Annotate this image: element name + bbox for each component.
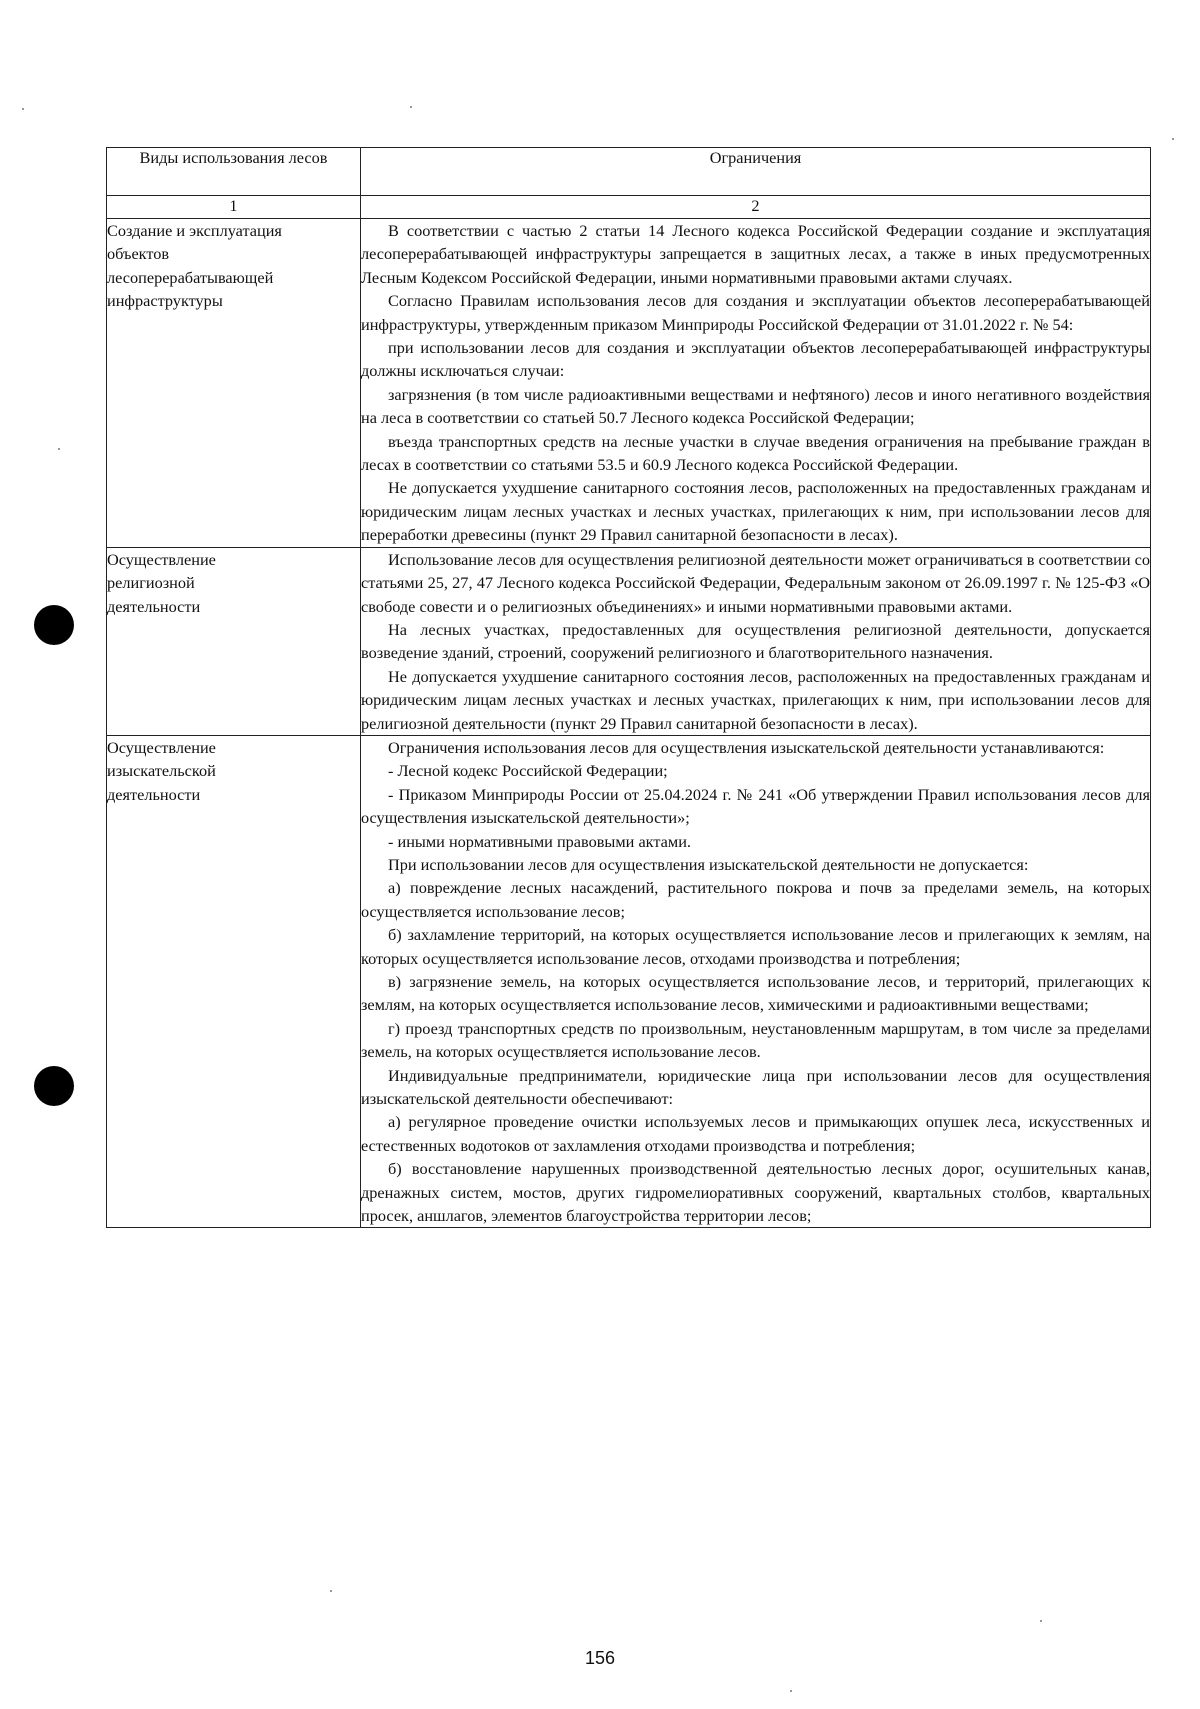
forest-use-type-cell bbox=[107, 735, 361, 1228]
restrictions-cell bbox=[361, 219, 1151, 548]
forest-use-type-line: Осуществление bbox=[107, 549, 216, 569]
restrictions-cell bbox=[361, 735, 1151, 1228]
forest-use-type-line: лесоперерабатывающей bbox=[107, 267, 274, 287]
restriction-paragraph: Не допускается ухудшение санитарного состояния лесов, расположенных на предоставленных гражданам и юридическим лицам лесных участках и лесных участках, прилегающих к ним, при использовании лесов для религиозной деятельности (пункт 29 Правил санитарной безопасности в лесах). bbox=[361, 666, 1150, 733]
table-row bbox=[107, 219, 1151, 548]
restriction-list-item: - Приказом Минприроды России от 25.04.2024 г. № 241 «Об утверждении Правил использования лесов для осуществления изыскательской деятельности»; bbox=[361, 784, 1150, 828]
table-row bbox=[107, 547, 1151, 735]
forest-use-type-line: деятельности bbox=[107, 784, 201, 804]
column-number-row bbox=[107, 196, 1151, 219]
forest-use-type-line: деятельности bbox=[107, 596, 201, 616]
forest-use-type-line: религиозной bbox=[107, 573, 195, 593]
scan-speck bbox=[790, 1690, 792, 1692]
restriction-paragraph: Согласно Правилам использования лесов для создания и эксплуатации объектов лесоперерабатывающей инфраструктуры, утвержденным приказом Минприроды Российской Федерации от 31.01.2022 г. № 54: bbox=[361, 291, 1150, 334]
restriction-list-item: г) проезд транспортных средств по произвольным, неустановленным маршрутам, в том числе за пределами земель, на которых осуществляется использование лесов. bbox=[361, 1018, 1150, 1062]
restriction-paragraph: Использование лесов для осуществления религиозной деятельности может ограничиваться в соответствии со статьями 25, 27, 47 Лесного кодекса Российской Федерации, Федеральным законом от 26.09.1997 г. № 125-ФЗ «О свободе совести и о религиозных объединениях» и иными нормативными правовыми актами. bbox=[361, 549, 1150, 616]
restriction-list-item: а) регулярное проведение очистки используемых лесов и примыкающих опушек леса, искусственных и естественных водотоков от захламления отходами производства и потребления; bbox=[361, 1112, 1150, 1155]
restrictions-cell bbox=[361, 547, 1151, 735]
restriction-paragraph: въезда транспортных средств на лесные участки в случае введения ограничения на пребывание граждан в лесах в соответствии со статьями 53.5 и 60.9 Лесного кодекса Российской Федерации. bbox=[361, 431, 1150, 475]
punch-hole-upper bbox=[34, 605, 74, 645]
restriction-list-item: в) загрязнение земель, на которых осуществляется использование лесов, и территорий, прилегающих к землям, на которых осуществляется использование лесов, химическими и радиоактивными веществами; bbox=[361, 972, 1150, 1015]
scan-speck bbox=[410, 106, 412, 108]
forest-use-type-cell bbox=[107, 219, 361, 548]
scan-speck bbox=[1172, 138, 1174, 140]
column-number-2: 2 bbox=[361, 196, 1151, 219]
restriction-paragraph: Индивидуальные предприниматели, юридические лица при использовании лесов для осуществления изыскательской деятельности обеспечивают: bbox=[361, 1065, 1150, 1109]
column-number-1: 1 bbox=[107, 196, 361, 219]
restriction-paragraph: В соответствии с частью 2 статьи 14 Лесного кодекса Российской Федерации создание и эксплуатация лесоперерабатывающей инфраструктуры запрещается в защитных лесах, а также в иных предусмотренных Лесным Кодексом Российской Федерации, иными нормативными правовыми актами случаях. bbox=[361, 221, 1150, 287]
restriction-list-item: б) захламление территорий, на которых осуществляется использование лесов и прилегающих к землям, на которых осуществляется использование лесов, отходами производства и потребления; bbox=[361, 925, 1150, 968]
restriction-paragraph: На лесных участках, предоставленных для осуществления религиозной деятельности, допускается возведение зданий, строений, сооружений религиозного и благотворительного назначения. bbox=[361, 619, 1150, 663]
restriction-paragraph: Ограничения использования лесов для осуществления изыскательской деятельности устанавливаются: bbox=[388, 737, 1105, 757]
restriction-paragraph: При использовании лесов для осуществления изыскательской деятельности не допускается: bbox=[388, 854, 1029, 874]
scan-speck bbox=[58, 448, 60, 450]
header-restrictions: Ограничения bbox=[361, 148, 1151, 196]
restriction-list-item: а) повреждение лесных насаждений, растительного покрова и почв за пределами земель, на которых осуществляется использование лесов; bbox=[361, 878, 1150, 921]
page-number: 156 bbox=[584, 1648, 616, 1668]
forest-use-type-cell bbox=[107, 547, 361, 735]
punch-hole-lower bbox=[34, 1066, 74, 1106]
header-forest-use-types: Виды использования лесов bbox=[107, 148, 361, 196]
restriction-paragraph: при использовании лесов для создания и эксплуатации объектов лесоперерабатывающей инфраструктуры должны исключаться случаи: bbox=[361, 338, 1150, 381]
scan-speck bbox=[1040, 1620, 1042, 1622]
restrictions-table bbox=[106, 147, 1151, 1228]
scan-speck bbox=[330, 1590, 332, 1592]
forest-use-type-line: инфраструктуры bbox=[107, 291, 223, 311]
restriction-paragraph: загрязнения (в том числе радиоактивными веществами и нефтяного) лесов и иного негативного воздействия на леса в соответствии со статьей 50.7 Лесного кодекса Российской Федерации; bbox=[361, 384, 1150, 428]
forest-use-type-line: объектов bbox=[107, 244, 170, 264]
table-header-row bbox=[107, 148, 1151, 196]
table-row bbox=[107, 735, 1151, 1228]
forest-use-type-line: Осуществление bbox=[107, 737, 216, 757]
restriction-list-item: - иными нормативными правовыми актами. bbox=[388, 831, 691, 851]
scan-speck bbox=[22, 108, 24, 110]
forest-use-type-line: изыскательской bbox=[107, 761, 216, 781]
restriction-paragraph: Не допускается ухудшение санитарного состояния лесов, расположенных на предоставленных гражданам и юридическим лицам лесных участках и лесных участках, прилегающих к ним, при использовании лесов для переработки древесины (пункт 29 Правил санитарной безопасности в лесах). bbox=[361, 478, 1150, 545]
restriction-list-item: б) восстановление нарушенных производственной деятельностью лесных дорог, осушительных канав, дренажных систем, мостов, других гидромелиоративных сооружений, квартальных столбов, квартальных просек, аншлагов, элементов благоустройства территории лесов; bbox=[361, 1159, 1150, 1226]
forest-use-type-line: Создание и эксплуатация bbox=[107, 221, 282, 240]
restriction-list-item: - Лесной кодекс Российской Федерации; bbox=[388, 761, 668, 781]
